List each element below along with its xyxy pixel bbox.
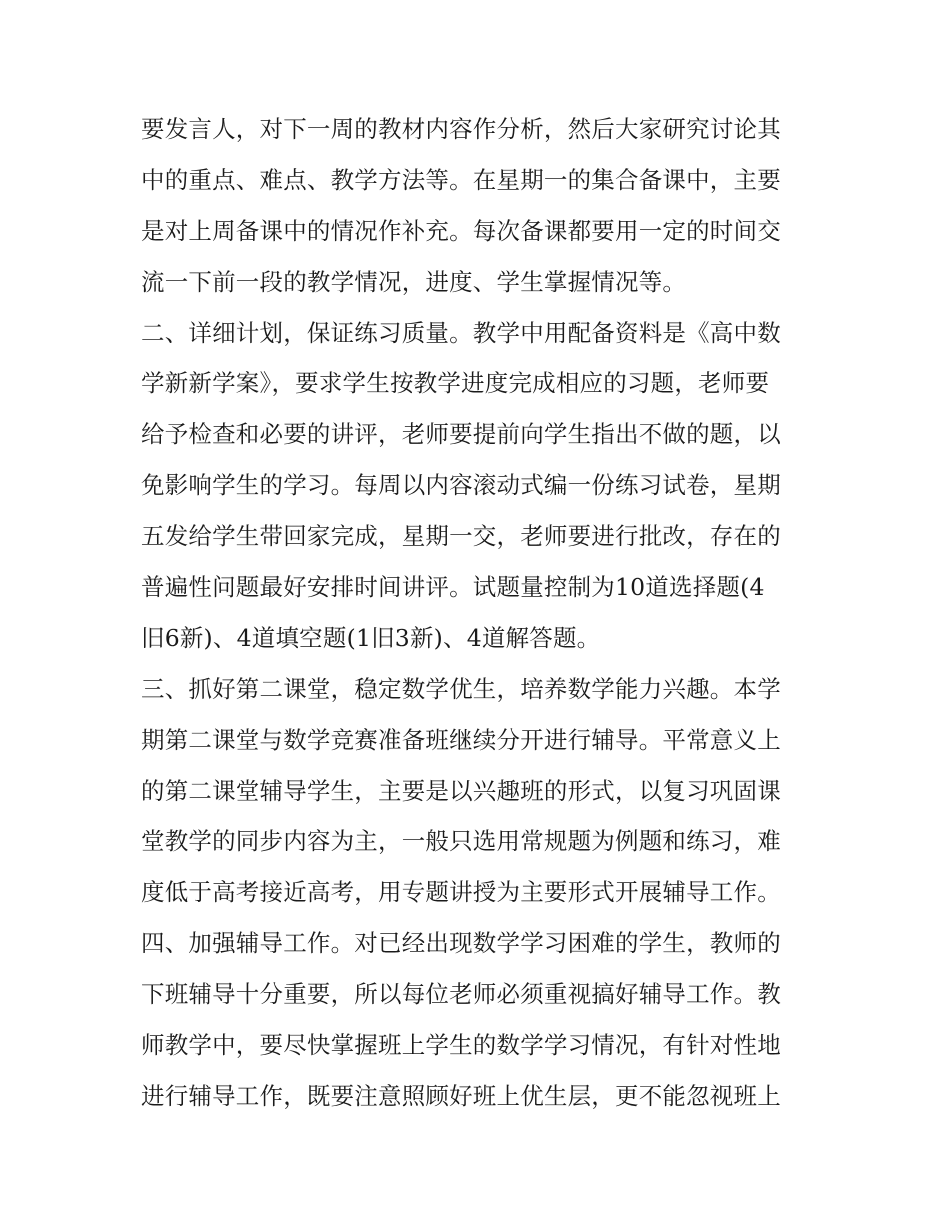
text-line: 的第二课堂辅导学生，主要是以兴趣班的形式，以复习巩固课 xyxy=(141,776,781,805)
text-line: 五发给学生带回家完成，星期一交，老师要进行批改，存在的 xyxy=(141,522,781,551)
text-line: 要发言人，对下一周的教材内容作分析，然后大家研究讨论其 xyxy=(141,115,781,143)
text-line: 四、加强辅导工作。对已经出现数学学习困难的学生，教师的 xyxy=(141,929,781,958)
text-line: 下班辅导十分重要，所以每位老师必须重视搞好辅导工作。教 xyxy=(141,980,781,1009)
text-line: 师教学中，要尽快掌握班上学生的数学学习情况，有针对性地 xyxy=(141,1031,781,1060)
text-line: 普遍性问题最好安排时间讲评。试题量控制为10道选择题(4 xyxy=(141,573,765,602)
text-line: 免影响学生的学习。每周以内容滚动式编一份练习试卷，星期 xyxy=(141,471,781,500)
text-line: 二、详细计划，保证练习质量。教学中用配备资料是《高中数 xyxy=(141,318,781,347)
text-line: 进行辅导工作，既要注意照顾好班上优生层，更不能忽视班上 xyxy=(141,1081,781,1110)
text-line: 旧6新)、4道填空题(1旧3新)、4道解答题。 xyxy=(141,623,601,652)
text-line: 度低于高考接近高考，用专题讲授为主要形式开展辅导工作。 xyxy=(141,878,781,907)
body-text xyxy=(141,109,821,1127)
text-line: 堂教学的同步内容为主，一般只选用常规题为例题和练习，难 xyxy=(141,827,781,856)
text-line: 期第二课堂与数学竞赛准备班继续分开进行辅导。平常意义上 xyxy=(141,725,781,754)
text-line: 学新新学案》，要求学生按教学进度完成相应的习题，老师要 xyxy=(141,369,770,398)
text-line: 给予检查和必要的讲评，老师要提前向学生指出不做的题，以 xyxy=(141,420,781,449)
text-line: 是对上周备课中的情况作补充。每次备课都要用一定的时间交 xyxy=(141,216,781,245)
text-line: 三、抓好第二课堂，稳定数学优生，培养数学能力兴趣。本学 xyxy=(141,674,781,703)
text-line: 中的重点、难点、教学方法等。在星期一的集合备课中，主要 xyxy=(141,165,781,194)
text-line: 流一下前一段的教学情况，进度、学生掌握情况等。 xyxy=(141,267,687,296)
